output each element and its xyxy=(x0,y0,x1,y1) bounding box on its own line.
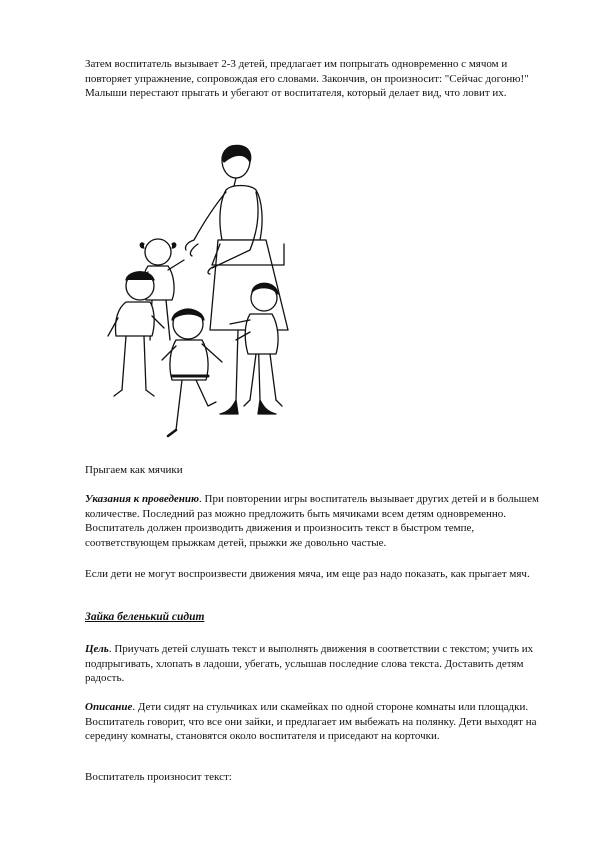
instructions-paragraph xyxy=(85,492,545,550)
goal-text: . Приучать детей слушать текст и выполнять движения в соответствии с текстом; учить их подпрыгивать, хлопать в ладоши, убегать, услышав последние слова текста. Доставить детям радость. xyxy=(85,643,534,684)
game-title: Зайка беленький сидит xyxy=(85,611,205,623)
instructions-label: Указания к проведению xyxy=(85,493,200,505)
goal-paragraph xyxy=(85,642,545,686)
description-label: Описание xyxy=(85,701,133,713)
intro-paragraph: Затем воспитатель вызывает 2-3 детей, предлагает им попрыгать одновременно с мячом и повторяет упражнение, сопровождая его словами. Закончив, он произносит: "Сейчас догоню!" Малыши перестают прыгать и убегают от воспитателя, который делает вид, что ловит их. xyxy=(85,58,529,99)
teacher-with-children-illustration xyxy=(100,140,320,440)
goal-label: Цель xyxy=(85,643,109,655)
illustration-caption: Прыгаем как мячики xyxy=(85,464,183,476)
instructions-text: . При повторении игры воспитатель вызывает других детей и в большем количестве. Последний раз можно предложить быть мячиками всем детям одновременно. Воспитатель должен производить движения и произносить текст в быстром темпе, соответствующем прыжкам детей, прыжки же довольно частые. xyxy=(85,493,539,549)
description-paragraph xyxy=(85,700,545,744)
description-text: . Дети сидят на стульчиках или скамейках по одной стороне комнаты или площадки. Воспитатель говорит, что все они зайки, и предлагает им выбежать на полянку. Дети выходят на середину комнаты, становятся около воспитателя и приседают на корточки. xyxy=(85,701,537,742)
note-paragraph: Если дети не могут воспроизвести движения мяча, им еще раз надо показать, как прыгает мяч. xyxy=(85,568,530,580)
text-intro-paragraph: Воспитатель произносит текст: xyxy=(85,771,232,783)
